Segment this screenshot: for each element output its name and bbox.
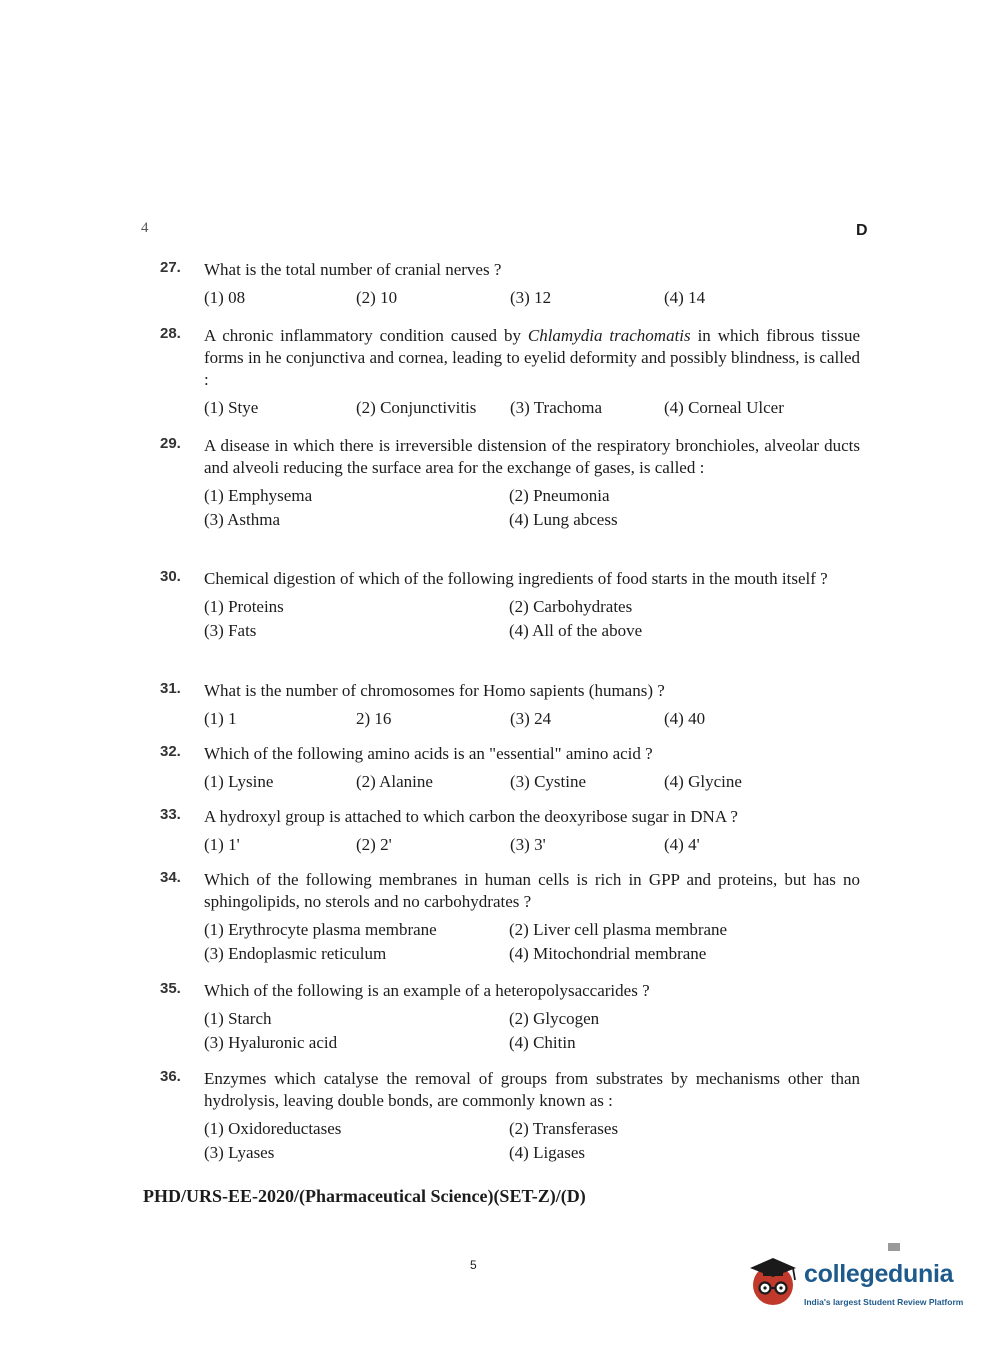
question-36 (160, 1068, 860, 1163)
question-number: 33. (160, 806, 181, 823)
option: (2) 10 (356, 288, 398, 307)
question-text: Which of the following is an example of a heteropolysaccarides ? (204, 981, 650, 1000)
question-30 (160, 568, 860, 641)
options (204, 1009, 860, 1053)
option: (3) Asthma (204, 510, 281, 529)
options (204, 709, 860, 729)
option: (1) Oxidoreductases (204, 1119, 342, 1138)
question-text: Which of the following amino acids is an "essential" amino acid ? (204, 744, 653, 763)
option: (1) 08 (204, 288, 246, 307)
question-34 (160, 869, 860, 964)
question-text (204, 325, 860, 391)
question-text-end: in which fibrous tissue forms in he conjunctiva and cornea, leading to eyelid deformity and possibly blindness, is called : (204, 326, 860, 389)
option: (2) Transferases (509, 1119, 619, 1138)
question-number: 30. (160, 568, 181, 585)
option: (3) Hyaluronic acid (204, 1033, 338, 1052)
question-29 (160, 435, 860, 530)
option: (4) Ligases (509, 1143, 586, 1162)
option: (4) Corneal Ulcer (664, 398, 784, 417)
option: (4) 4' (664, 835, 700, 854)
brand-tagline: India's largest Student Review Platform (804, 1297, 964, 1307)
option: (3) Endoplasmic reticulum (204, 944, 387, 963)
option: (4) Lung abcess (509, 510, 618, 529)
option: (2) Carbohydrates (509, 597, 633, 616)
option: (1) 1 (204, 709, 237, 728)
question-35 (160, 980, 860, 1053)
question-text: Enzymes which catalyse the removal of groups from substrates by mechanisms other than hydrolysis, leaving double bonds, are commonly known as : (204, 1069, 860, 1110)
question-number: 36. (160, 1068, 181, 1085)
question-text: Chemical digestion of which of the following ingredients of food starts in the mouth itself ? (204, 569, 828, 588)
option: (4) Mitochondrial membrane (509, 944, 707, 963)
options (204, 486, 860, 530)
option: (1) Proteins (204, 597, 284, 616)
option: (4) All of the above (509, 621, 643, 640)
question-28 (160, 325, 860, 418)
question-text: Which of the following membranes in human cells is rich in GPP and proteins, but has no sphingolipids, no sterols and no carbohydrates ? (204, 870, 860, 911)
option: (3) Fats (204, 621, 257, 640)
option: (2) Liver cell plasma membrane (509, 920, 728, 939)
question-31 (160, 680, 860, 729)
question-number: 28. (160, 325, 181, 342)
exam-code: PHD/URS-EE-2020/(Pharmaceutical Science)(SET-Z)/(D) (143, 1186, 586, 1206)
bottom-page-number: 5 (470, 1258, 477, 1272)
italic-species-name: Chlamydia trachomatis (527, 326, 691, 345)
option: (2) 2' (356, 835, 392, 854)
option: (3) 12 (510, 288, 552, 307)
question-number: 32. (160, 743, 181, 760)
question-number: 31. (160, 680, 181, 697)
option: (3) Lyases (204, 1143, 275, 1162)
option: (1) Lysine (204, 772, 274, 791)
option: (3) Trachoma (510, 398, 603, 417)
option: (3) Cystine (510, 772, 587, 791)
option: (2) Conjunctivitis (356, 398, 477, 417)
option: (2) Pneumonia (509, 486, 610, 505)
option: (4) 14 (664, 288, 706, 307)
question-33 (160, 806, 860, 855)
question-text: A hydroxyl group is attached to which carbon the deoxyribose sugar in DNA ? (204, 807, 738, 826)
question-text: What is the total number of cranial nerves ? (204, 260, 502, 279)
options (204, 1119, 860, 1163)
question-number: 34. (160, 869, 181, 886)
question-text-start: A chronic inflammatory condition caused by (204, 326, 528, 345)
question-27 (160, 259, 860, 308)
option: (1) Emphysema (204, 486, 313, 505)
question-number: 35. (160, 980, 181, 997)
collegedunia-logo (744, 1250, 974, 1312)
option: (3) 3' (510, 835, 546, 854)
options (204, 288, 860, 308)
options (204, 920, 860, 964)
graduate-cap-mascot-icon (744, 1252, 802, 1310)
options (204, 772, 860, 792)
option: (1) Starch (204, 1009, 272, 1028)
option: (2) Alanine (356, 772, 433, 791)
option: (4) Glycine (664, 772, 742, 791)
option: (4) Chitin (509, 1033, 576, 1052)
question-text: A disease in which there is irreversible distension of the respiratory bronchioles, alveolar ducts and alveoli reducing the surface area for the exchange of gases, is called : (204, 436, 860, 477)
question-text: What is the number of chromosomes for Homo sapients (humans) ? (204, 681, 665, 700)
option: (2) Glycogen (509, 1009, 600, 1028)
options (204, 835, 860, 855)
option: (1) Erythrocyte plasma membrane (204, 920, 437, 939)
option: 2) 16 (356, 709, 392, 728)
option: (4) 40 (664, 709, 706, 728)
option: (1) 1' (204, 835, 240, 854)
options (204, 398, 860, 418)
brand-name: collegedunia (804, 1260, 954, 1288)
set-letter: D (856, 222, 868, 239)
question-number: 27. (160, 259, 181, 276)
top-page-number: 4 (141, 220, 149, 236)
options (204, 597, 860, 641)
question-32 (160, 743, 860, 792)
option: (1) Stye (204, 398, 259, 417)
question-number: 29. (160, 435, 181, 452)
option: (3) 24 (510, 709, 552, 728)
